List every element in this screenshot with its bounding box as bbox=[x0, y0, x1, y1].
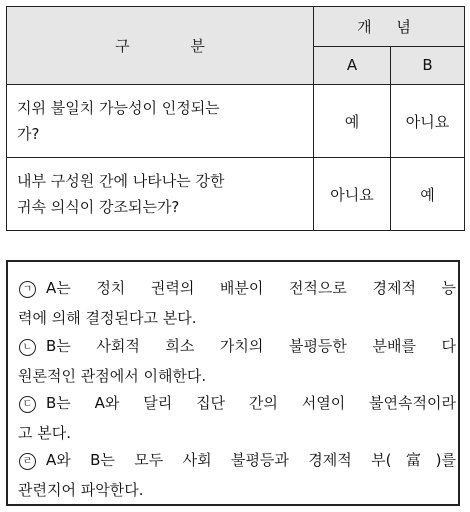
option-text: A와 B는 모두 사회 불평등과 경제적 부(富)를 bbox=[46, 451, 456, 469]
category-header: 구 분 bbox=[7, 7, 314, 85]
option-text: 력에 의해 결정된다고 본다. bbox=[18, 309, 197, 327]
question-cell bbox=[7, 85, 314, 158]
option-marker: ㄱ bbox=[19, 281, 36, 298]
question-line: 내부 구성원 간에 나타나는 강한 bbox=[17, 172, 225, 190]
table-row bbox=[7, 85, 465, 158]
option-text: B는 사회적 희소 가치의 불평등한 분배를 다 bbox=[46, 337, 456, 355]
table-row bbox=[7, 158, 465, 231]
question-line: 귀속 의식이 강조되는가? bbox=[17, 198, 180, 216]
options-box bbox=[6, 260, 460, 506]
option-text: 관련지어 파악한다. bbox=[18, 481, 144, 499]
option-text: 원론적인 관점에서 이해한다. bbox=[18, 367, 207, 385]
option-marker: ㄴ bbox=[19, 339, 36, 356]
option-marker: ㄷ bbox=[19, 396, 36, 413]
column-b-header: B bbox=[391, 46, 465, 85]
answer-b: 아니요 bbox=[391, 85, 465, 158]
answer-a: 아니요 bbox=[314, 158, 391, 231]
option-text: 고 본다. bbox=[18, 424, 72, 442]
answer-a: 예 bbox=[314, 85, 391, 158]
option-text: B는 A와 달리 집단 간의 서열이 불연속적이라 bbox=[46, 394, 456, 412]
option-text: A는 정치 권력의 배분이 전적으로 경제적 능 bbox=[46, 279, 456, 297]
concept-table bbox=[6, 6, 465, 231]
column-a-header: A bbox=[314, 46, 391, 85]
concept-header: 개 념 bbox=[314, 7, 465, 47]
question-line: 지위 불일치 가능성이 인정되는 bbox=[17, 99, 220, 117]
question-cell bbox=[7, 158, 314, 231]
option-marker: ㄹ bbox=[19, 453, 36, 470]
answer-b: 예 bbox=[391, 158, 465, 231]
question-line: 가? bbox=[17, 125, 40, 143]
